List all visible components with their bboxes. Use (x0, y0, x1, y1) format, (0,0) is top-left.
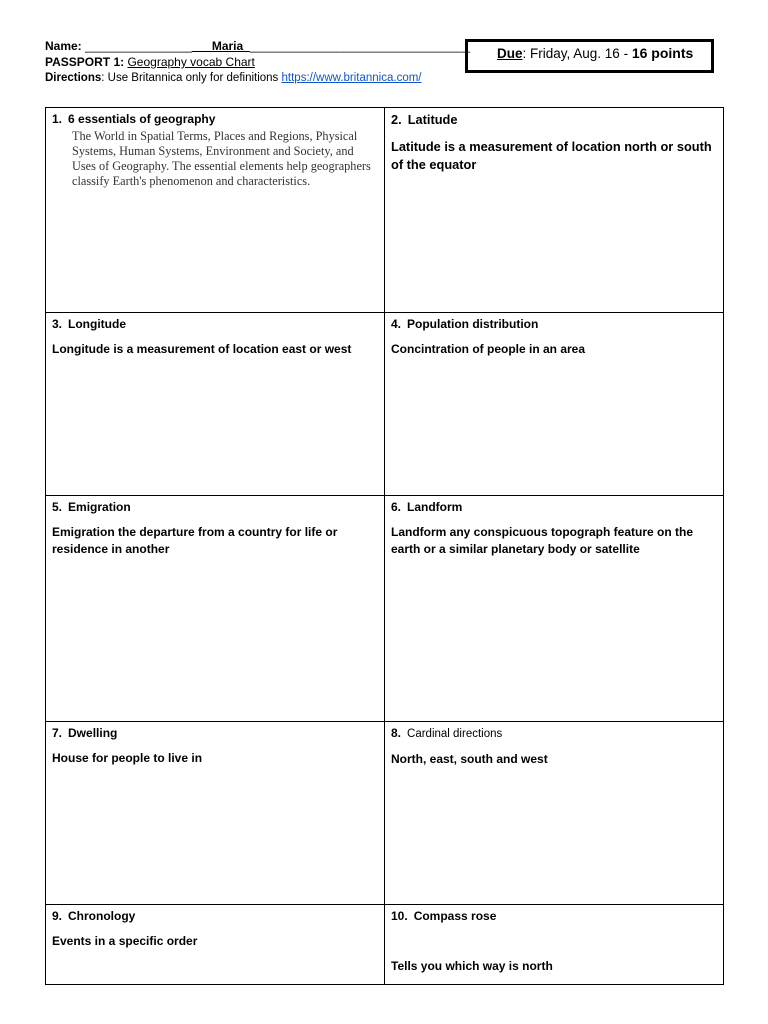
term-definition: Landform any conspicuous topograph feature on the earth or a similar planetary body or satellite (391, 525, 694, 556)
term-label: Compass rose (413, 909, 497, 923)
vocab-cell-8 (385, 722, 724, 905)
term-definition: House for people to live in (52, 751, 203, 765)
directions-text: : Use Britannica only for definitions (101, 72, 282, 84)
term-definition: Longitude is a measurement of location east or west (52, 342, 352, 356)
due-label: Due (497, 46, 523, 61)
table-row (46, 108, 724, 313)
term-definition: Latitude is a measurement of location north or south of the equator (391, 139, 712, 172)
term-heading: 10. Compass rose (391, 909, 497, 923)
term-label: Landform (407, 500, 463, 514)
term-heading: 1. 6 essentials of geography (52, 112, 216, 126)
student-name: ___Maria_ (191, 39, 250, 53)
directions-line (45, 70, 470, 86)
vocab-cell-6 (385, 496, 724, 722)
name-blank-before: ________________ (81, 39, 192, 53)
due-date: : Friday, Aug. 16 - (522, 46, 632, 61)
term-label: Cardinal directions (407, 728, 503, 740)
vocab-cell-4 (385, 313, 724, 496)
table-row (46, 496, 724, 722)
term-heading: 5. Emigration (52, 500, 131, 514)
term-definition: The World in Spatial Terms, Places and Regions, Physical Systems, Human Systems, Environment and Society, and Uses of Geography. The essential elements help geographers classify Earth's phenomenon and characteristics. (72, 129, 371, 188)
name-label: Name: (45, 39, 82, 53)
term-definition: Tells you which way is north (391, 959, 553, 973)
worksheet-header (45, 38, 470, 86)
passport-title: Geography vocab Chart (127, 55, 255, 69)
term-heading: 4. Population distribution (391, 317, 539, 331)
term-definition: Events in a specific order (52, 934, 198, 948)
vocab-cell-1 (46, 108, 385, 313)
term-heading: 7. Dwelling (52, 726, 118, 740)
vocab-cell-10 (385, 905, 724, 985)
term-heading: 9. Chronology (52, 909, 136, 923)
passport-line (45, 54, 470, 70)
britannica-link[interactable]: https://www.britannica.com/ (281, 72, 422, 84)
name-blank-after: _________________________________ (249, 39, 471, 53)
vocab-cell-5 (46, 496, 385, 722)
directions-label: Directions (45, 72, 102, 84)
due-points: 16 points (631, 45, 694, 61)
term-label: Population distribution (407, 317, 539, 331)
passport-label: PASSPORT 1: (45, 55, 125, 69)
term-label: 6 essentials of geography (68, 112, 216, 126)
table-row (46, 905, 724, 985)
vocab-cell-3 (46, 313, 385, 496)
table-row (46, 313, 724, 496)
term-heading: 8. Cardinal directions (391, 726, 503, 740)
term-heading: 3. Longitude (52, 317, 126, 331)
term-heading: 6. Landform (391, 500, 463, 514)
term-definition: Concintration of people in an area (391, 342, 586, 356)
term-label: Latitude (407, 112, 458, 127)
term-definition: North, east, south and west (391, 752, 548, 766)
term-heading: 2. Latitude (391, 112, 458, 127)
term-label: Emigration (68, 500, 131, 514)
vocab-cell-9 (46, 905, 385, 985)
term-label: Longitude (68, 317, 126, 331)
vocab-chart (45, 107, 724, 985)
name-line (45, 38, 470, 54)
term-label: Dwelling (68, 726, 118, 740)
table-row (46, 722, 724, 905)
vocab-cell-7 (46, 722, 385, 905)
due-box (465, 39, 714, 73)
vocab-cell-2 (385, 108, 724, 313)
term-label: Chronology (68, 909, 136, 923)
term-definition: Emigration the departure from a country for life or residence in another (52, 525, 338, 556)
